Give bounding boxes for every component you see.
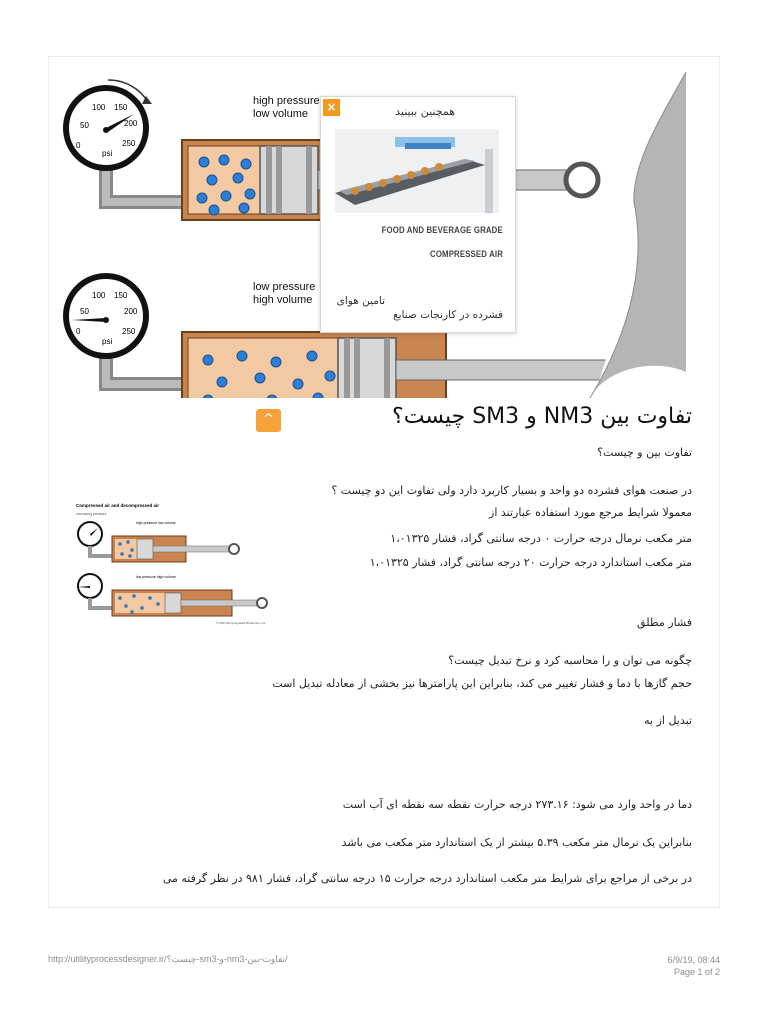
air-molecule [237,351,247,361]
air-molecule [130,610,133,613]
air-molecule [293,379,303,389]
air-molecule [245,189,255,199]
scroll-to-top-button[interactable]: ^ [256,409,281,432]
air-molecule [255,373,265,383]
popup-persian-line-2[interactable]: فشرده در کارنجات صنایع [393,309,503,321]
see-also-popup[interactable] [320,96,516,333]
svg-text:200: 200 [124,307,138,316]
air-molecule [130,548,133,551]
svg-text:high pressure low volume: high pressure low volume [136,521,176,525]
air-molecule [241,159,251,169]
air-molecule [120,552,123,555]
popup-heading: همچنین ببینید [395,105,455,118]
air-molecule [132,594,135,597]
article-line: متر مکعب استاندارد درجه حرارت ۲۰ درجه سانتی گراد، فشار ۱،۰۱۳۲۵ [369,556,692,569]
svg-text:low volume: low volume [253,108,309,120]
article-line: بنابراین یک نرمال متر مکعب ۵.۳۹ بیشتر از یک استاندارد متر مکعب می باشد [341,836,692,849]
svg-text:0: 0 [76,327,81,336]
article-line: در صنعت هوای فشرده دو واحد و بسیار کاربرد دارد ولی تفاوت این دو چیست ؟ [331,484,692,497]
page-url[interactable]: http://utilityprocessdesigner.ir/چیست؟-sm3-و-nm3-تفاوت-بین/ [48,954,288,964]
svg-text:high pressure: high pressure [253,95,320,107]
air-molecule [156,602,159,605]
air-molecule [221,191,231,201]
air-molecule [307,351,317,361]
article-line: دما در واحد وارد می شود: ۲۷۳.۱۶ درجه حرارت نقطه سه نقطه ای آب است [342,798,692,811]
svg-text:100: 100 [92,103,106,112]
air-molecule [217,377,227,387]
air-molecule [203,355,213,365]
svg-text:250: 250 [122,327,136,336]
air-molecule [148,596,151,599]
svg-text:increasing pressure: increasing pressure [76,512,107,516]
popup-title-line-2[interactable]: COMPRESSED AIR [430,249,503,260]
air-molecule [140,606,143,609]
air-molecule [199,157,209,167]
svg-text:© 2007 Encyclopædia Britannica: © 2007 Encyclopædia Britannica, Inc. [216,621,267,625]
article-line: چگونه می توان و را محاسبه کرد و نرخ تبدیل چیست؟ [448,654,692,667]
article-line: حجم گازها با دما و فشار تغییر می کند، بنابراین این پارامترها نیز بخشی از معادله تبدیل است [272,677,692,690]
svg-text:50: 50 [80,307,89,316]
article-line: فشار مطلق [637,616,692,629]
air-molecule [124,604,127,607]
svg-text:50: 50 [80,121,89,130]
air-molecule [128,554,131,557]
air-molecule [271,357,281,367]
page-number: Page 1 of 2 [673,967,720,977]
air-molecule [239,203,249,213]
article-line: معمولا شرایط مرجع مورد استفاده عبارتند از [489,506,692,519]
svg-text:low pressure high volume: low pressure high volume [136,575,176,579]
close-icon[interactable]: × [323,99,340,116]
popup-title-line-1[interactable]: FOOD AND BEVERAGE GRADE [381,225,503,236]
svg-text:low pressure: low pressure [253,281,316,293]
air-molecule [209,205,219,215]
page-footer-info [667,954,720,978]
top-pressure-gauge [66,80,152,168]
air-molecule [325,371,335,381]
article-title: تفاوت بین NM3 و SM3 چیست؟ [392,404,692,429]
compressed-air-figure [72,498,272,628]
svg-text:150: 150 [114,103,128,112]
page-curl-decoration [514,72,694,398]
air-molecule [118,542,121,545]
svg-text:Compressed air and decompresse: Compressed air and decompressed air [76,503,160,508]
article-line: در برخی از مراجع برای شرایط متر مکعب استاندارد درجه حرارت ۱۵ درجه سانتی گراد، فشار ۹۸۱ در نظر گرفته می [162,872,692,885]
bottom-pressure-gauge [66,276,146,356]
svg-text:250: 250 [122,139,136,148]
article-line: تفاوت بین و چیست؟ [597,446,692,459]
air-molecule [126,540,129,543]
svg-text:100: 100 [92,291,106,300]
svg-text:psi: psi [102,337,113,346]
popup-persian-line-1[interactable]: تامین هوای [336,295,385,307]
svg-text:0: 0 [76,141,81,150]
air-molecule [207,175,217,185]
air-molecule [197,193,207,203]
food-conveyor-thumbnail[interactable] [335,129,499,213]
svg-text:high volume: high volume [253,294,313,306]
svg-text:150: 150 [114,291,128,300]
air-molecule [233,173,243,183]
print-date: 6/9/19, 08:44 [667,955,720,965]
svg-text:psi: psi [102,149,113,158]
article-line: تبدیل از به [644,714,692,727]
svg-text:200: 200 [124,119,138,128]
air-molecule [219,155,229,165]
air-molecule [118,596,121,599]
article-line: متر مکعب نرمال درجه حرارت ۰ درجه سانتی گراد، فشار ۱،۰۱۳۲۵ [390,532,692,545]
